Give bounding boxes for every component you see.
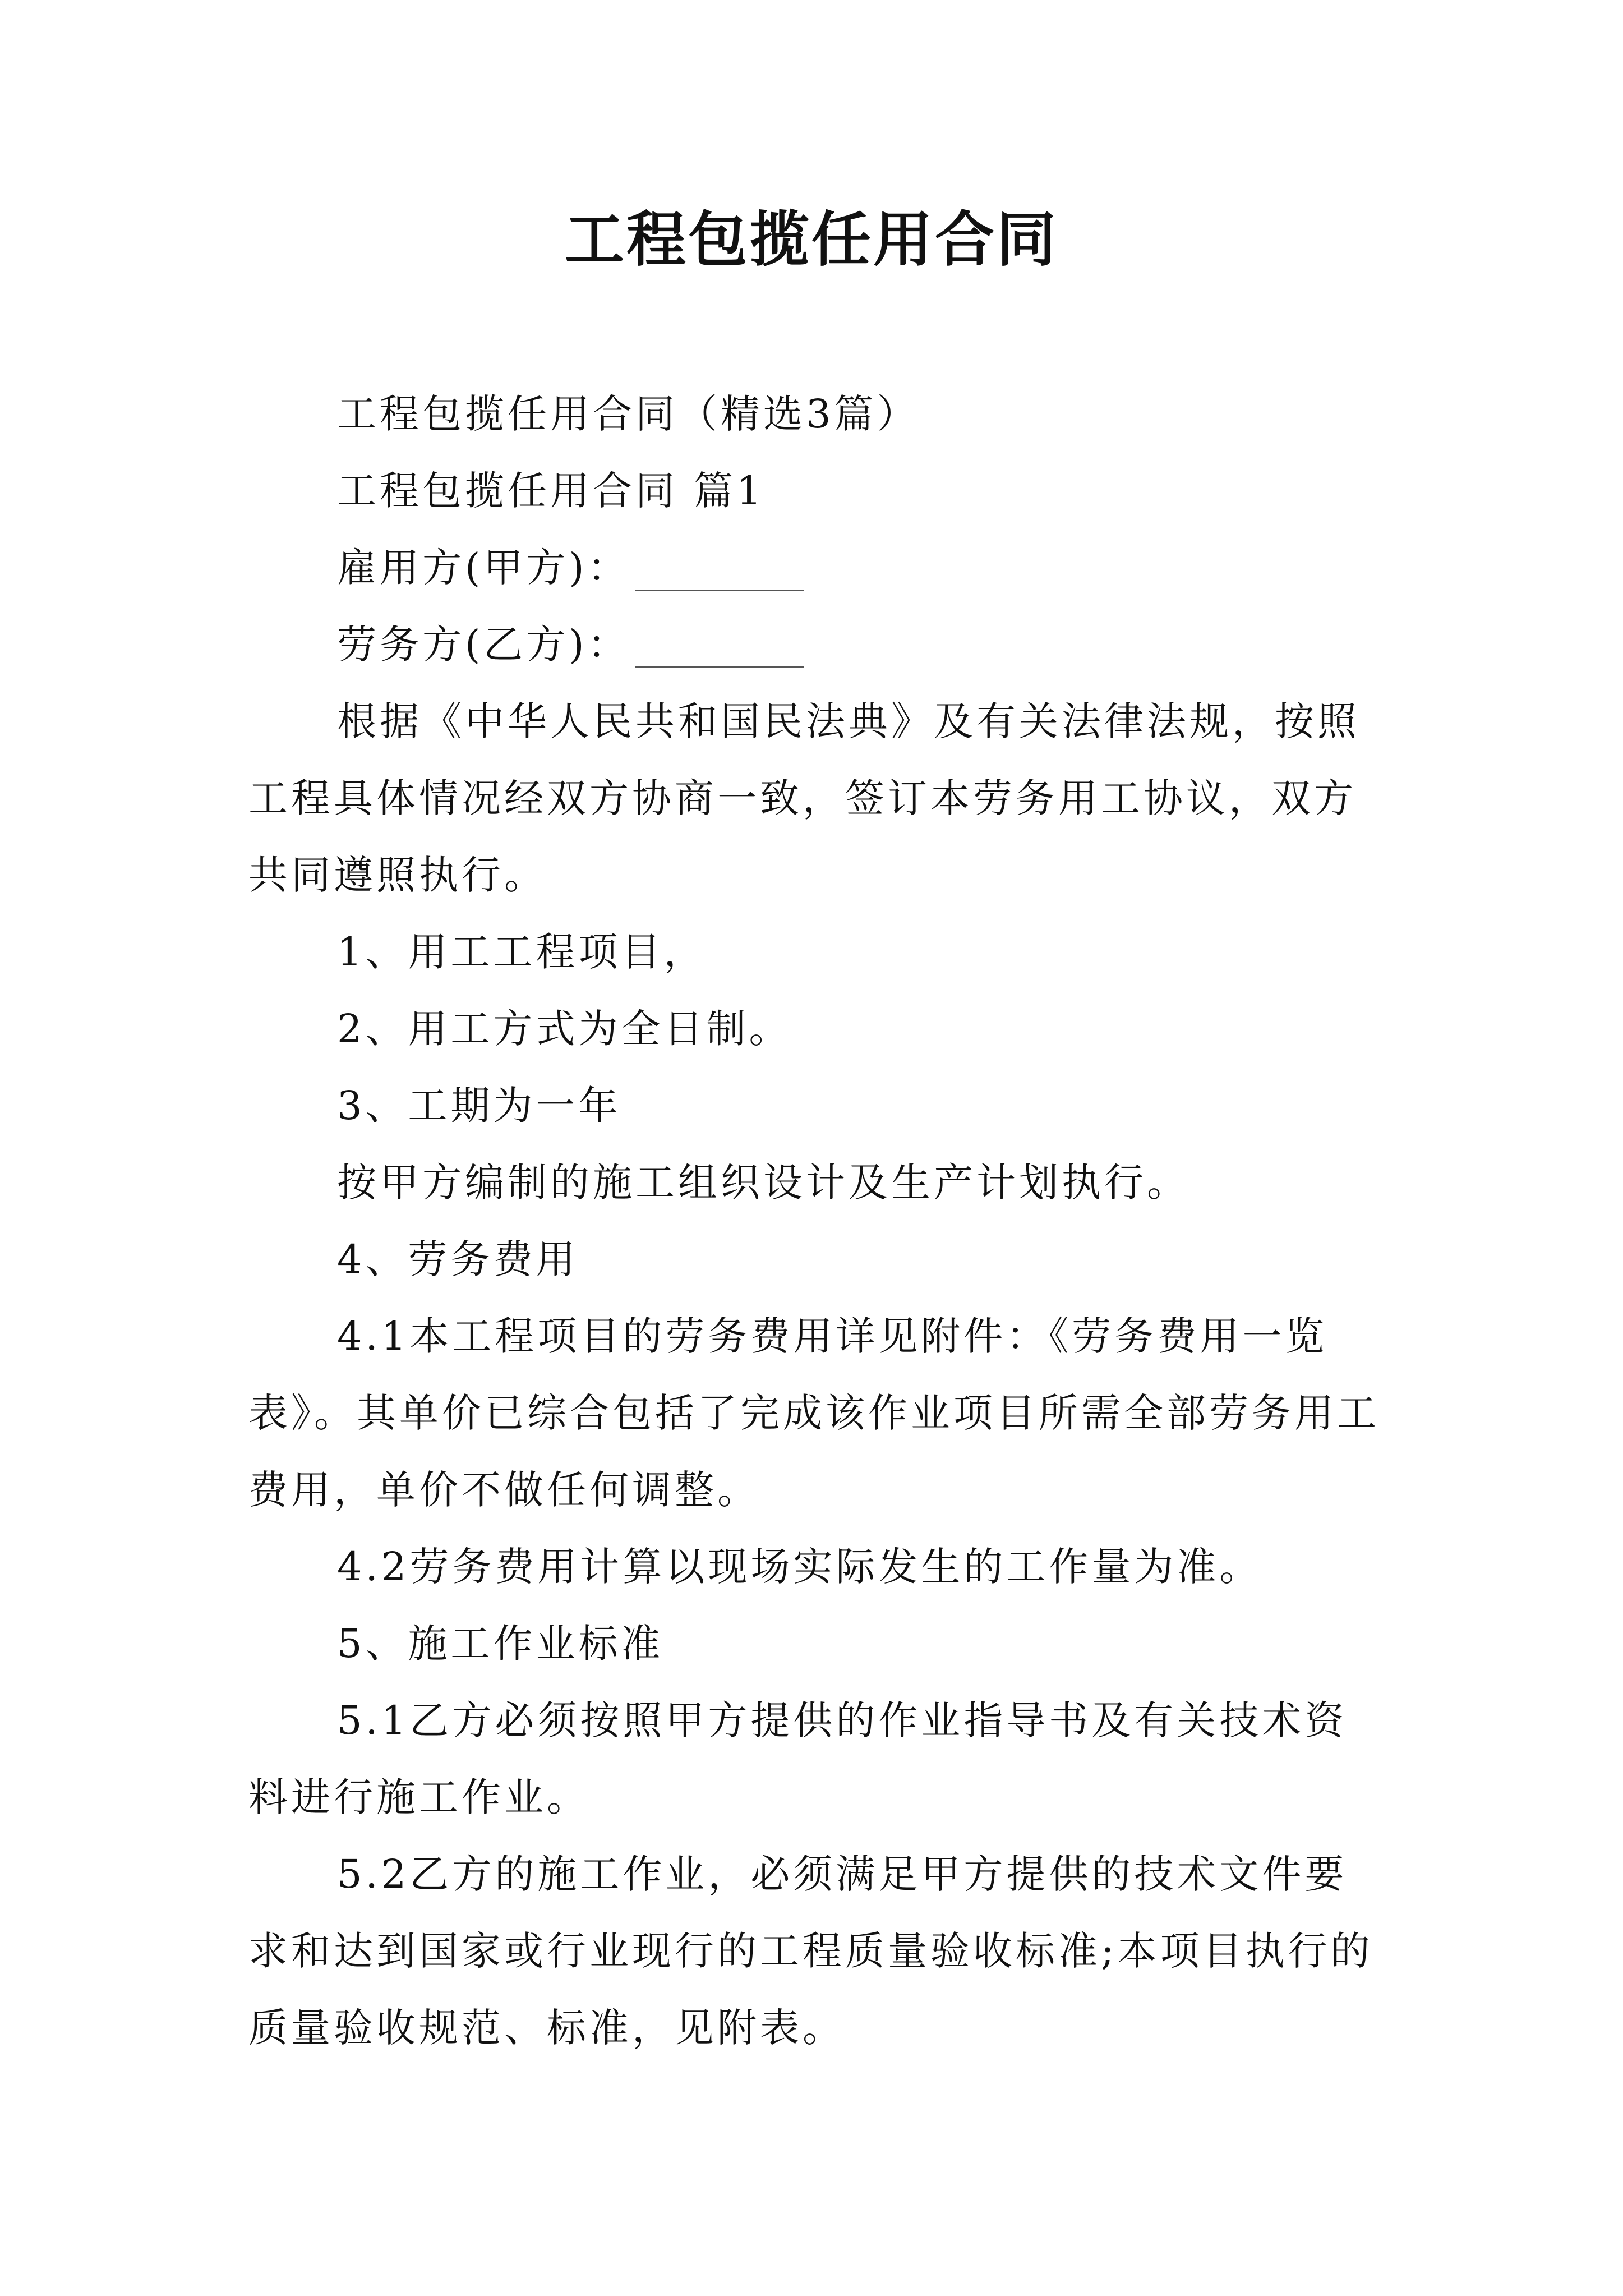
paragraph-clause-3-detail: 按甲方编制的施工组织设计及生产计划执行。 [337, 1159, 1189, 1205]
paragraph-clause-5: 5、施工作业标准 [337, 1621, 664, 1667]
party-a-blank-line [635, 590, 804, 591]
document-body [248, 376, 1388, 2067]
paragraph-clause-5-2: 5.2乙方的施工作业，必须满足甲方提供的技术文件要求和达到国家或行业现行的工程质量验收标准;本项目执行的质量验收规范、标准，见附表。 [248, 1851, 1373, 2051]
paragraph-clause-5-1: 5.1乙方必须按照甲方提供的作业指导书及有关技术资料进行施工作业。 [248, 1697, 1348, 1820]
party-b-blank-line [635, 666, 804, 668]
paragraph-clause-1: 1、用工工程项目， [337, 929, 707, 975]
paragraph-clause-4-2: 4.2劳务费用计算以现场实际发生的工作量为准。 [337, 1544, 1262, 1590]
paragraph-clause-4-1: 4.1本工程项目的劳务费用详见附件：《劳务费用一览表》。其单价已综合包括了完成该作业项目所需全部劳务用工费用，单价不做任何调整。 [248, 1313, 1380, 1513]
paragraph-party-a [248, 530, 1388, 606]
document-title: 工程包揽任用合同 [565, 204, 1058, 274]
paragraph-party-b [248, 606, 1388, 683]
paragraph-preamble: 根据《中华人民共和国民法典》及有关法律法规，按照工程具体情况经双方协商一致，签订本劳务用工协议，双方共同遵照执行。 [248, 698, 1360, 898]
paragraph-clause-4: 4、劳务费用 [337, 1236, 579, 1282]
paragraph-clause-2: 2、用工方式为全日制。 [337, 1006, 792, 1052]
party-b-label: 劳务方(乙方)： [337, 622, 630, 668]
paragraph-part-heading: 工程包揽任用合同 篇1 [337, 468, 765, 514]
paragraph-subtitle: 工程包揽任用合同（精选3篇） [337, 391, 920, 437]
paragraph-clause-3: 3、工期为一年 [337, 1083, 621, 1129]
party-a-label: 雇用方(甲方)： [337, 545, 630, 591]
